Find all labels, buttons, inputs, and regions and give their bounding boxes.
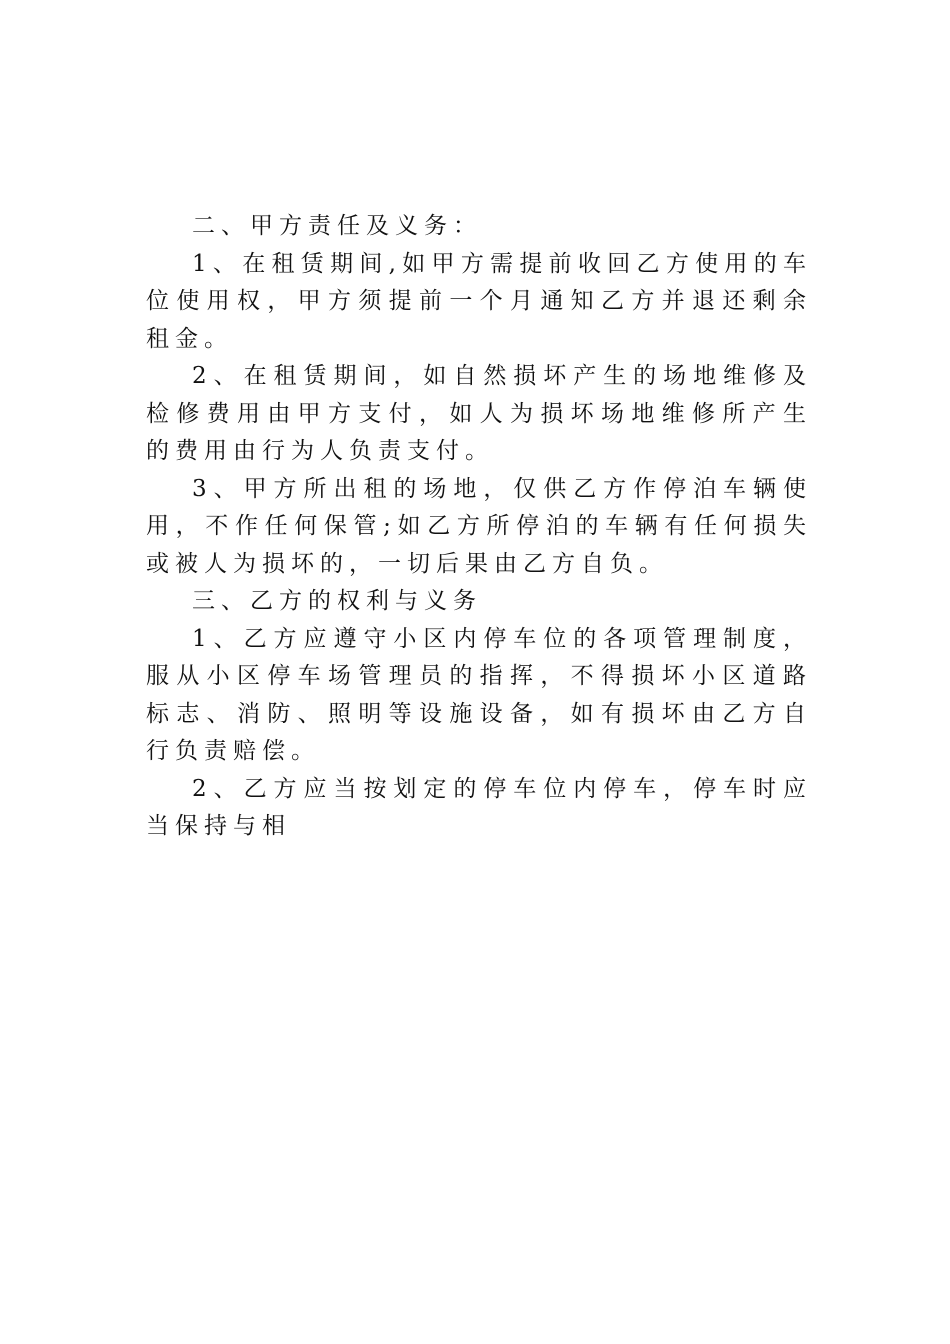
- clause-a-1: 1、在租赁期间,如甲方需提前收回乙方使用的车位使用权，甲方须提前一个月通知乙方并退还剩余租金。: [146, 250, 812, 352]
- clause-b-2: 2、乙方应当按划定的停车位内停车，停车时应当保持与相: [146, 775, 812, 839]
- clause-a-3: 3、甲方所出租的场地，仅供乙方作停泊车辆使用，不作任何保管;如乙方所停泊的车辆有任何损失或被人为损坏的，一切后果由乙方自负。: [146, 475, 812, 577]
- clause-a-2: 2、在租赁期间，如自然损坏产生的场地维修及检修费用由甲方支付，如人为损坏场地维修所产生的费用由行为人负责支付。: [146, 363, 812, 464]
- section-heading-party-a: 二、甲方责任及义务：: [192, 213, 482, 239]
- section-heading-party-b: 三、乙方的权利与义务: [192, 588, 482, 614]
- document-body: [146, 208, 812, 846]
- clause-b-1: 1、乙方应遵守小区内停车位的各项管理制度，服从小区停车场管理员的指挥，不得损坏小区道路标志、消防、照明等设施设备，如有损坏由乙方自行负责赔偿。: [146, 625, 812, 764]
